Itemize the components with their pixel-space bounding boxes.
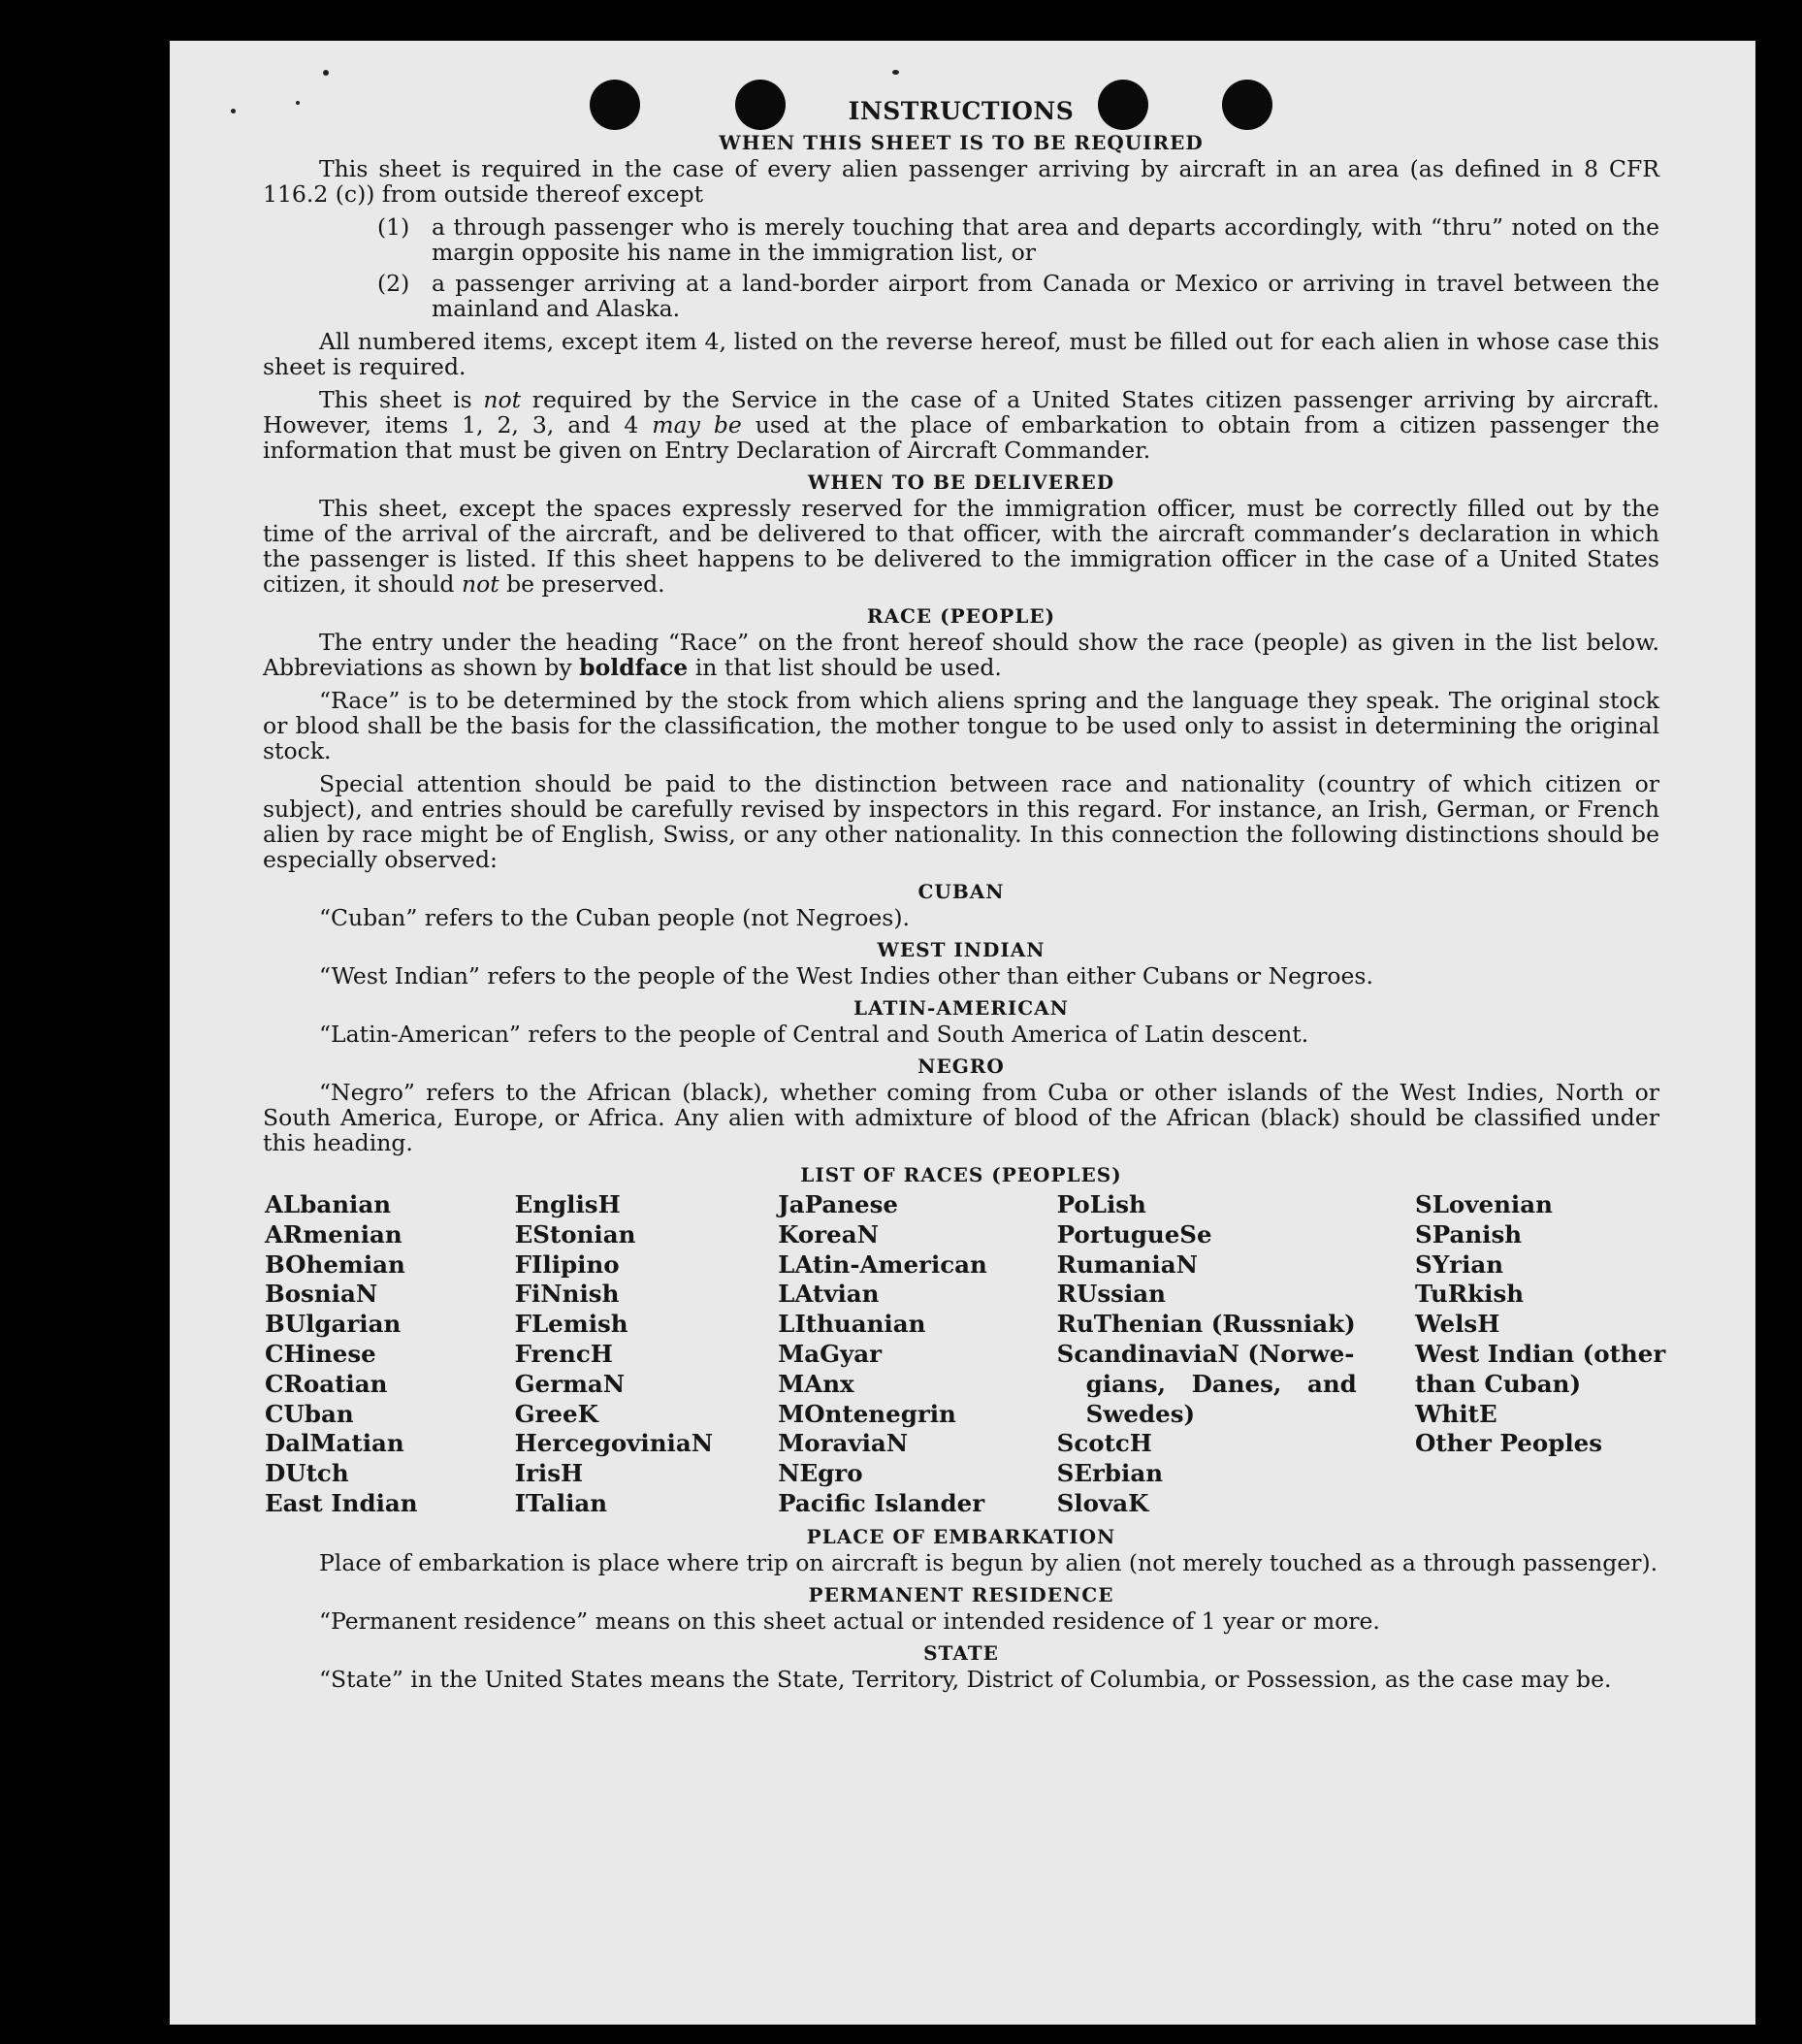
race-entry: KoreaN [778, 1219, 879, 1249]
item-text: a through passenger who is merely touching that area and departs accordingly, with “thru” noted on the margin opposite his name in the immigration list, or [432, 213, 1659, 266]
race-entry: SYrian [1415, 1249, 1504, 1279]
race-entry: EnglisH [514, 1190, 621, 1218]
text-run: in that list should be used. [688, 654, 1002, 681]
paragraph: This sheet is required in the case of every alien passenger arriving by aircraft in an area (as defined in 8 CFR 116.2 (c)) from outside thereof except [263, 155, 1659, 208]
race-entry: IrisH [514, 1459, 584, 1488]
paragraph [263, 387, 1659, 463]
text-run: boldface [579, 654, 689, 681]
race-entry: Pacific Islander [778, 1488, 985, 1517]
race-entry: LIthuanian [778, 1310, 926, 1339]
list-item [377, 271, 1659, 321]
paragraph: Place of embarkation is place where trip on aircraft is begun by alien (not merely touched as a through passenger). [319, 1548, 1658, 1576]
race-entry: DalMatian [265, 1429, 404, 1458]
race-entry: ScotcH [1056, 1429, 1152, 1458]
race-entry: GermaN [514, 1369, 626, 1398]
page-title: INSTRUCTIONS [848, 97, 1075, 125]
race-entry: Swedes) [1085, 1399, 1196, 1428]
race-entry: MOntenegrin [778, 1399, 956, 1428]
races-column [265, 1190, 515, 1519]
race-entry: East Indian [265, 1488, 418, 1517]
race-entry: MoraviaN [778, 1429, 909, 1458]
race-entry: BOhemian [265, 1249, 405, 1279]
text-run: required by the Service in the case of a United States citizen passenger arriving by aircraft. However, items 1, 2, 3, and 4 [263, 386, 1659, 438]
exceptions-list [377, 214, 1659, 321]
race-entry: BosniaN [265, 1280, 378, 1309]
heading-race: RACE (PEOPLE) [866, 604, 1056, 628]
race-entry: CHinese [265, 1339, 376, 1368]
paragraph: All numbered items, except item 4, listed on the reverse hereof, must be filled out for each alien in whose case this sheet is required. [263, 328, 1659, 380]
heading-negro: NEGRO [917, 1054, 1005, 1078]
speck [323, 70, 329, 76]
race-entry: ARmenian [265, 1219, 402, 1249]
text-run: used at the place of embarkation to obtain from a citizen passenger the information that must be given on Entry Declaration of Aircraft Commander. [263, 411, 1659, 464]
races-list [265, 1190, 1666, 1519]
race-entry: RuThenian (Russniak) [1056, 1310, 1356, 1339]
race-entry: CRoatian [265, 1369, 388, 1398]
race-entry: ALbanian [265, 1190, 392, 1218]
race-entry: GreeK [514, 1399, 598, 1428]
heading-latin-american: LATIN-AMERICAN [853, 996, 1069, 1020]
race-entry: WhitE [1415, 1399, 1497, 1428]
race-entry: gians, Danes, and [1085, 1369, 1357, 1398]
paragraph [263, 496, 1659, 597]
races-column [1057, 1190, 1415, 1519]
race-entry: Other Peoples [1415, 1429, 1603, 1458]
paragraph [263, 630, 1659, 680]
race-entry: LAtvian [778, 1280, 880, 1309]
races-column [1415, 1190, 1666, 1519]
heading-list-of-races: LIST OF RACES (PEOPLES) [800, 1163, 1122, 1186]
race-entry: HercegoviniaN [514, 1429, 714, 1458]
heading-west-indian: WEST INDIAN [877, 938, 1046, 961]
paragraph: “West Indian” refers to the people of the West Indies other than either Cubans or Negroes. [319, 962, 1373, 990]
text-run: may be [652, 411, 742, 438]
race-entry: EStonian [514, 1219, 636, 1249]
race-entry: NEgro [778, 1459, 863, 1488]
race-entry: PoLish [1056, 1190, 1146, 1218]
race-entry: SlovaK [1056, 1488, 1149, 1517]
document-page [170, 41, 1755, 2025]
item-text: a passenger arriving at a land-border airport from Canada or Mexico or arriving in travel between the mainland and Alaska. [432, 270, 1659, 322]
race-entry: JaPanese [778, 1190, 898, 1218]
race-entry: SErbian [1056, 1459, 1164, 1488]
races-column [778, 1190, 1057, 1519]
race-entry: MaGyar [778, 1339, 883, 1368]
instructions-content [263, 97, 1666, 1700]
race-entry: TuRkish [1415, 1280, 1525, 1309]
race-entry: FIlipino [514, 1249, 620, 1279]
heading-embarkation: PLACE OF EMBARKATION [806, 1524, 1116, 1548]
text-run: This sheet, except the spaces expressly reserved for the immigration officer, must be correctly filled out by the time of the arrival of the aircraft, and be delivered to that officer, with the aircraft commander’s declaration in which the passenger is listed. If this sheet happens to be delivered to the immigration officer in the case of a United States citizen, it should [263, 495, 1659, 598]
race-entry: CUban [265, 1399, 354, 1428]
paragraph: “Latin-American” refers to the people of Central and South America of Latin descent. [319, 1021, 1309, 1048]
paragraph: “Cuban” refers to the Cuban people (not Negroes). [319, 904, 911, 931]
heading-residence: PERMANENT RESIDENCE [808, 1582, 1114, 1606]
paragraph: Special attention should be paid to the distinction between race and nationality (country of which citizen or subject), and entries should be carefully revised by inspectors in this regard. For instance, an Irish, German, or French alien by race might be of English, Swiss, or any other nationality. In this connection the following distinctions should be especially observed: [263, 770, 1659, 873]
heading-when-required: WHEN THIS SHEET IS TO BE REQUIRED [719, 131, 1204, 154]
races-column [515, 1190, 779, 1519]
race-entry: LAtin-American [778, 1249, 987, 1279]
speck [892, 70, 899, 75]
text-run: not [483, 386, 522, 413]
race-entry: RUssian [1056, 1280, 1166, 1309]
race-entry: FrencH [514, 1339, 613, 1368]
race-entry: SLovenian [1415, 1190, 1553, 1218]
text-run: be preserved. [499, 570, 665, 598]
race-entry: DUtch [265, 1459, 349, 1488]
race-entry: SPanish [1415, 1219, 1523, 1249]
heading-state: STATE [923, 1640, 999, 1665]
race-entry: FLemish [514, 1310, 628, 1339]
list-item [377, 214, 1659, 265]
text-run: The entry under the heading “Race” on the front hereof should show the race (people) as given in the list below. Abbreviations as shown by [263, 629, 1659, 681]
item-number: (1) [377, 213, 410, 241]
paragraph: “State” in the United States means the State, Territory, District of Columbia, or Possession, as the case may be. [319, 1665, 1612, 1693]
race-entry: MAnx [778, 1369, 854, 1398]
heading-cuban: CUBAN [917, 880, 1005, 903]
speck [231, 109, 236, 114]
race-entry: ScandinaviaN (Norwe- [1056, 1339, 1355, 1368]
paragraph: “Race” is to be determined by the stock from which aliens spring and the language they speak. The original stock or blood shall be the basis for the classification, the mother tongue to be used only to assist in determining the original stock. [263, 687, 1659, 764]
text-run: not [461, 570, 499, 598]
paragraph: “Permanent residence” means on this sheet actual or intended residence of 1 year or more. [319, 1606, 1380, 1635]
race-entry: BUlgarian [265, 1310, 402, 1339]
race-entry: ITalian [514, 1488, 608, 1517]
race-entry: WelsH [1415, 1310, 1500, 1339]
race-entry: PortugueSe [1056, 1219, 1212, 1249]
paragraph: “Negro” refers to the African (black), whether coming from Cuba or other islands of the West Indies, North or South America, Europe, or Africa. Any alien with admixture of blood of the African (black) should be classified under this heading. [263, 1079, 1659, 1156]
heading-when-delivered: WHEN TO BE DELIVERED [807, 470, 1115, 494]
race-entry: West Indian (other [1415, 1339, 1666, 1368]
race-entry: RumaniaN [1056, 1249, 1198, 1279]
item-number: (2) [377, 270, 410, 297]
race-entry: FiNnish [514, 1280, 620, 1309]
race-entry: than Cuban) [1415, 1369, 1582, 1398]
text-run: This sheet is [319, 386, 484, 413]
